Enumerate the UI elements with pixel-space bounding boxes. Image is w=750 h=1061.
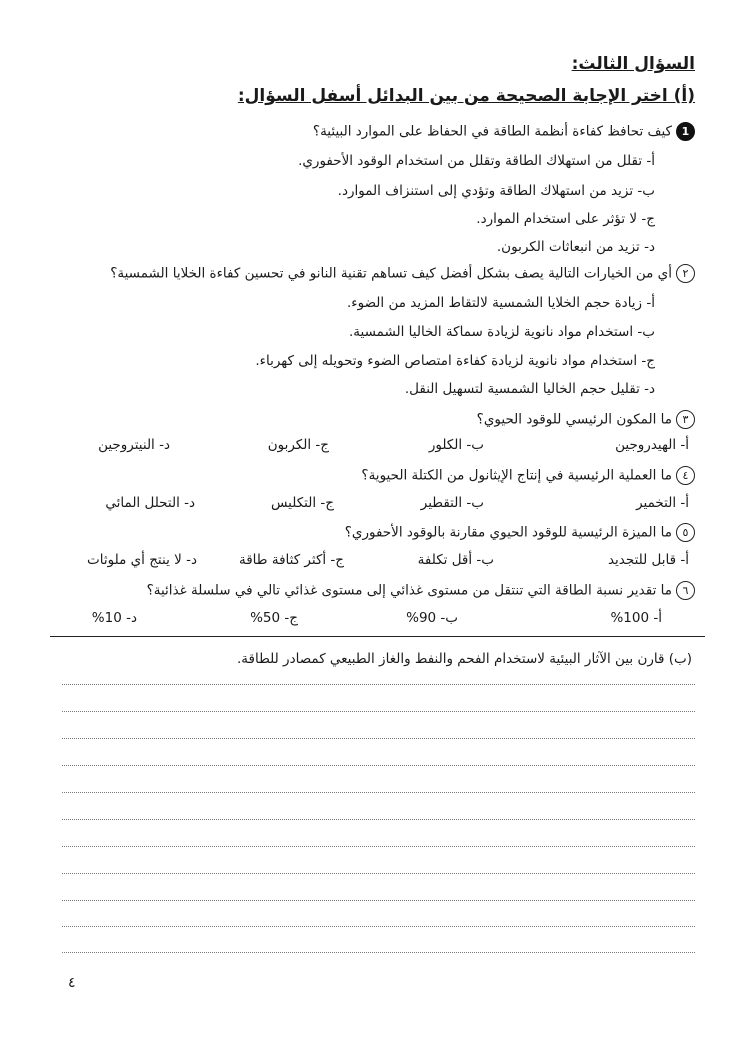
- answer-line[interactable]: [62, 926, 695, 927]
- q5-option-a: أ- قابل للتجديد: [607, 552, 689, 568]
- question-text: أي من الخيارات التالية يصف بشكل أفضل كيف تساهم تقنية النانو في تحسين كفاءة الخلايا الشمسية؟: [110, 265, 672, 282]
- q1-option-c: ج- لا تؤثر على استخدام الموارد.: [476, 211, 655, 227]
- part-b-prompt: (ب) قارن بين الآثار البيئية لاستخدام الفحم والنفط والغاز الطبيعي كمصادر للطاقة.: [237, 651, 692, 667]
- q5-option-b: ب- أقل تكلفة: [417, 552, 494, 568]
- section-title: السؤال الثالث:: [571, 54, 695, 74]
- q4-option-d: د- التحلل المائي: [105, 495, 195, 511]
- page-number: ٤: [68, 975, 76, 991]
- answer-line[interactable]: [62, 900, 695, 901]
- answer-line[interactable]: [62, 792, 695, 793]
- q2-option-a: أ- زيادة حجم الخلايا الشمسية لالتقاط المزيد من الضوء.: [346, 295, 655, 311]
- answer-line[interactable]: [62, 873, 695, 874]
- answer-line[interactable]: [62, 819, 695, 820]
- answer-line[interactable]: [62, 711, 695, 712]
- answer-line[interactable]: [62, 738, 695, 739]
- q1-option-b: ب- تزيد من استهلاك الطاقة وتؤدي إلى استنزاف الموارد.: [337, 183, 655, 199]
- question-text: ما المكون الرئيسي للوقود الحيوي؟: [476, 411, 672, 428]
- q3-option-a: أ- الهيدروجين: [615, 437, 689, 453]
- q6-option-b: ب- 90%: [406, 610, 458, 626]
- q2-option-c: ج- استخدام مواد نانوية لزيادة كفاءة امتصاص الضوء وتحويله إلى كهرباء.: [255, 353, 655, 369]
- question-5: [345, 523, 695, 542]
- q2-option-d: د- تقليل حجم الخاليا الشمسية لتسهيل النقل.: [404, 381, 655, 397]
- question-text: ما الميزة الرئيسية للوقود الحيوي مقارنة بالوقود الأحفوري؟: [344, 524, 672, 541]
- q3-option-c: ج- الكربون: [267, 437, 329, 453]
- part-a-title: (أ) اختر الإجابة الصحيحة من بين البدائل أسفل السؤال:: [237, 86, 695, 106]
- answer-line[interactable]: [62, 684, 695, 685]
- q6-option-d: د- 10%: [91, 610, 137, 626]
- q5-option-c: ج- أكثر كثافة طاقة: [238, 552, 344, 568]
- question-text: ما تقدير نسبة الطاقة التي تنتقل من مستوى غذائي إلى مستوى غذائي تالي في سلسلة غذائية؟: [146, 582, 672, 599]
- question-number-badge: ٣: [676, 410, 695, 429]
- q5-option-d: د- لا ينتج أي ملوثات: [87, 552, 197, 568]
- q6-option-a: أ- 100%: [610, 610, 662, 626]
- q4-option-b: ب- التقطير: [420, 495, 484, 511]
- question-number-badge: 1: [676, 122, 695, 141]
- question-6: [147, 581, 695, 600]
- q4-option-c: ج- التكليس: [270, 495, 334, 511]
- section-divider: [50, 636, 705, 637]
- question-number-badge: ٤: [676, 466, 695, 485]
- q3-option-b: ب- الكلور: [428, 437, 484, 453]
- q4-option-a: أ- التخمير: [636, 495, 689, 511]
- question-4: [361, 466, 695, 485]
- q2-option-b: ب- استخدام مواد نانوية لزيادة سماكة الخاليا الشمسية.: [349, 324, 655, 340]
- question-number-badge: ٦: [676, 581, 695, 600]
- question-text: ما العملية الرئيسية في إنتاج الإيثانول من الكتلة الحيوية؟: [361, 467, 672, 484]
- answer-line[interactable]: [62, 952, 695, 953]
- question-text: كيف تحافظ كفاءة أنظمة الطاقة في الحفاظ على الموارد البيئية؟: [312, 123, 672, 140]
- answer-line[interactable]: [62, 765, 695, 766]
- q1-option-a: أ- تقلل من استهلاك الطاقة وتقلل من استخدام الوقود الأحفوري.: [298, 153, 655, 169]
- q1-option-d: د- تزيد من انبعاثات الكربون.: [496, 239, 655, 255]
- q3-option-d: د- النيتروجين: [98, 437, 170, 453]
- question-3: [477, 410, 695, 429]
- question-1: [313, 122, 695, 141]
- answer-line[interactable]: [62, 846, 695, 847]
- question-number-badge: ٢: [676, 264, 695, 283]
- question-number-badge: ٥: [676, 523, 695, 542]
- q6-option-c: ج- 50%: [250, 610, 298, 626]
- question-2: [110, 264, 695, 283]
